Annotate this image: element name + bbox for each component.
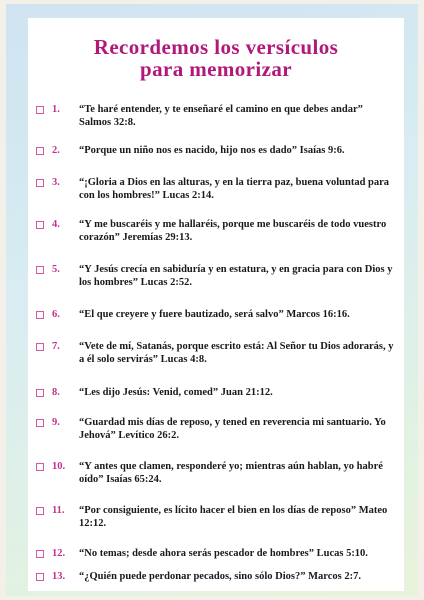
verse-number: 11. — [52, 505, 65, 516]
checkbox-icon[interactable] — [36, 389, 44, 397]
page-title-line-2: para memorizar — [140, 57, 292, 81]
verse-text: “Por consiguiente, es lícito hacer el bien en los días de reposo” Mateo 12:12. — [79, 505, 388, 529]
verse-number: 7. — [52, 341, 60, 352]
verse-number: 10. — [52, 461, 66, 472]
verse-text: “El que creyere y fuere bautizado, será salvo” Marcos 16:16. — [79, 309, 350, 320]
verse-text: “Les dijo Jesús: Venid, comed” Juan 21:12. — [79, 387, 273, 398]
verse-number: 1. — [52, 104, 60, 115]
verse-text: “Y me buscaréis y me hallaréis, porque me buscaréis de todo vuestro corazón” Jeremías 29:13. — [79, 219, 387, 243]
checkbox-icon[interactable] — [36, 221, 44, 229]
memory-verses-sheet — [28, 18, 404, 591]
page-border — [6, 4, 418, 596]
verse-text: “¡Gloria a Dios en las alturas, y en la tierra paz, buena voluntad para con los hombres!” Lucas 2:14. — [79, 177, 390, 201]
verse-number: 13. — [52, 571, 66, 582]
page-title-line-1: Recordemos los versículos — [93, 35, 339, 59]
verse-number: 3. — [52, 177, 60, 188]
checkbox-icon[interactable] — [36, 343, 44, 351]
checkbox-icon[interactable] — [36, 419, 44, 427]
verse-number: 8. — [52, 387, 60, 398]
verse-number: 12. — [52, 548, 66, 559]
checkbox-icon[interactable] — [36, 106, 44, 114]
verse-text: “Y Jesús crecía en sabiduría y en estatura, y en gracia para con Dios y los hombres” Lucas 2:52. — [79, 264, 393, 288]
verse-number: 4. — [52, 219, 60, 230]
verse-text: “Porque un niño nos es nacido, hijo nos es dado” Isaías 9:6. — [79, 145, 345, 156]
checkbox-icon[interactable] — [36, 550, 44, 558]
verse-text: “Te haré entender, y te enseñaré el camino en que debes andar” Salmos 32:8. — [79, 104, 363, 128]
checkbox-icon[interactable] — [36, 179, 44, 187]
verse-text: “Y antes que clamen, responderé yo; mientras aún hablan, yo habré oído” Isaías 65:24. — [79, 461, 383, 485]
verse-number: 5. — [52, 264, 60, 275]
verse-text: “No temas; desde ahora serás pescador de hombres” Lucas 5:10. — [79, 548, 368, 559]
verse-number: 2. — [52, 145, 60, 156]
verse-text: “¿Quién puede perdonar pecados, sino sólo Dios?” Marcos 2:7. — [79, 571, 361, 582]
checkbox-icon[interactable] — [36, 507, 44, 515]
verse-text: “Vete de mí, Satanás, porque escrito está: Al Señor tu Dios adorarás, y a él solo servirás” Lucas 4:8. — [79, 341, 394, 365]
page-title — [28, 36, 404, 80]
checkbox-icon[interactable] — [36, 311, 44, 319]
checkbox-icon[interactable] — [36, 266, 44, 274]
checkbox-icon[interactable] — [36, 147, 44, 155]
verse-number: 9. — [52, 417, 60, 428]
checkbox-icon[interactable] — [36, 573, 44, 581]
verse-text: “Guardad mis días de reposo, y tened en reverencia mi santuario. Yo Jehová” Levítico 26:2. — [79, 417, 386, 441]
checkbox-icon[interactable] — [36, 463, 44, 471]
verse-number: 6. — [52, 309, 60, 320]
